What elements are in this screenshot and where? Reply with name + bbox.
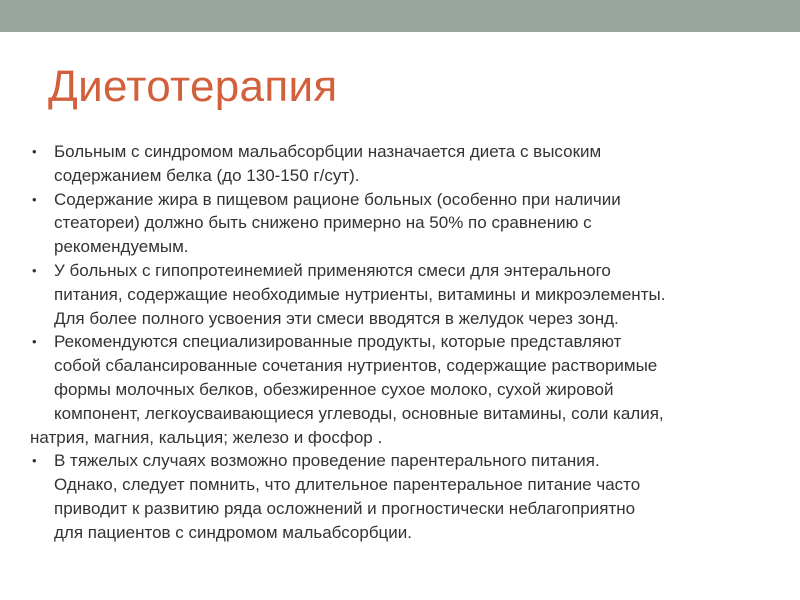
bullet-line: Рекомендуются специализированные продукты, которые представляют	[54, 332, 622, 352]
bullet-dot-icon: •	[32, 262, 37, 278]
bullet-line: питания, содержащие необходимые нутриенты, витамины и микроэлементы.	[54, 284, 666, 304]
bullet-line: Для более полного усвоения эти смеси вводятся в желудок через зонд.	[54, 308, 619, 328]
bullet-line: стеатореи) должно быть снижено примерно на 50% по сравнению с	[54, 213, 592, 233]
bullet-dot-icon: •	[32, 453, 37, 469]
bullet-dot-icon: •	[32, 334, 37, 350]
bullet-dot-icon: •	[32, 144, 37, 159]
bullet-line: приводит к развитию ряда осложнений и прогностически неблагоприятно	[54, 498, 636, 518]
bullet-line: В тяжелых случаях возможно проведение парентерального питания.	[54, 451, 600, 471]
bullet-dot-icon: •	[32, 191, 37, 207]
bullet-continuation-line: натрия, магния, кальция; железо и фосфор .	[30, 427, 383, 447]
bullet-line: собой сбалансированные сочетания нутриентов, содержащие растворимые	[54, 356, 658, 376]
bullet-line: Больным с синдромом мальабсорбции назначается диета с высоким	[54, 142, 602, 161]
bullet-item-3	[30, 259, 790, 330]
bullet-item-5	[30, 449, 790, 544]
bullet-item-4	[30, 330, 790, 449]
bullet-line: формы молочных белков, обезжиренное сухое молоко, сухой жировой	[54, 379, 614, 399]
slide-title: Диетотерапия	[48, 62, 338, 111]
bullet-item-1	[30, 140, 790, 188]
bullet-line: рекомендуемым.	[54, 237, 189, 257]
bullet-item-2	[30, 188, 790, 259]
bullet-list	[30, 140, 790, 545]
bullet-line: содержанием белка (до 130-150 г/сут).	[54, 165, 360, 185]
bullet-line: Содержание жира в пищевом рационе больных (особенно при наличии	[54, 189, 621, 209]
bullet-line: Однако, следует помнить, что длительное парентеральное питание часто	[54, 475, 641, 495]
top-band	[0, 0, 800, 32]
bullet-line: компонент, легкоусваивающиеся углеводы, основные витамины, соли калия,	[54, 403, 664, 423]
bullet-line: У больных с гипопротеинемией применяются смеси для энтерального	[54, 260, 611, 280]
bullet-line: для пациентов с синдромом мальабсорбции.	[54, 522, 413, 542]
